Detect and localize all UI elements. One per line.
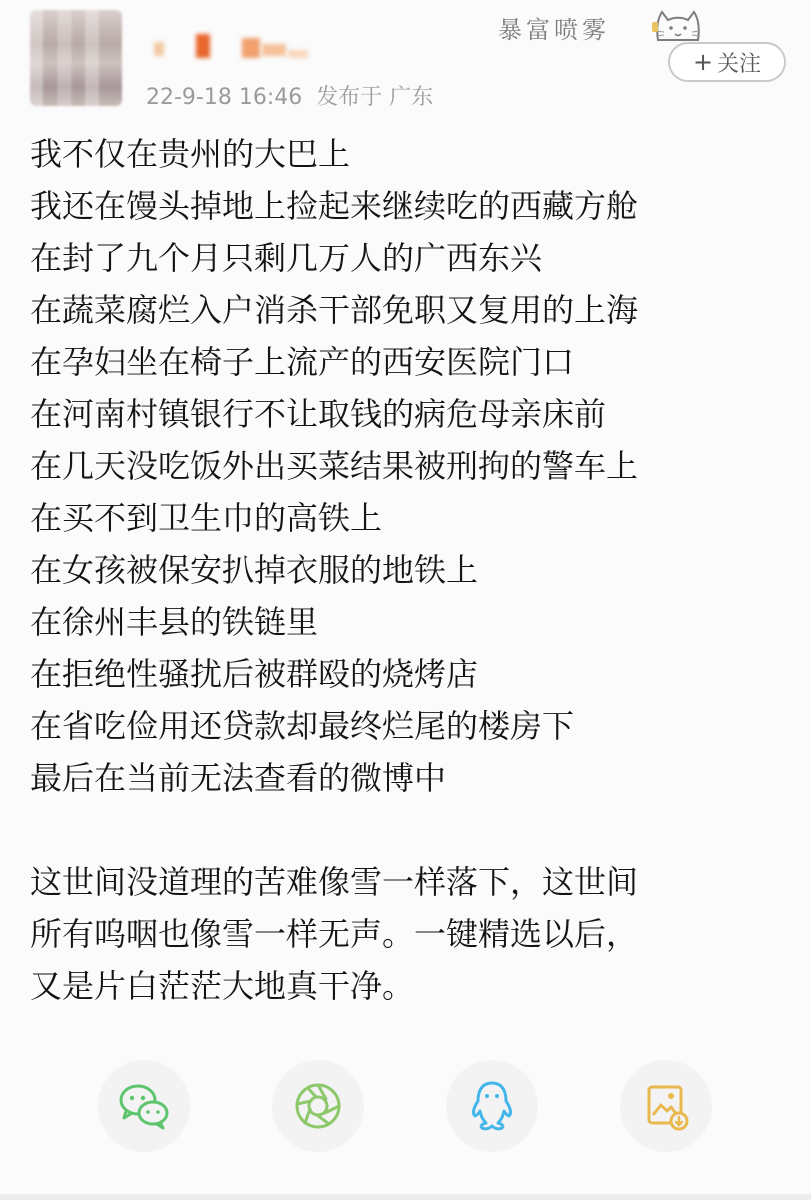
watermark-text: 暴富喷雾 (498, 16, 610, 44)
post-body (30, 128, 800, 1012)
location-prefix: 发布于 (316, 85, 383, 110)
closing-line: 这世间没道理的苦难像雪一样落下，这世间 (30, 863, 639, 901)
closing-line: 所有呜咽也像雪一样无声。一键精选以后， (30, 915, 639, 953)
post-line: 在省吃俭用还贷款却最终烂尾的楼房下 (30, 707, 575, 745)
save-image-icon (641, 1081, 691, 1131)
closing-line: 又是片白茫茫大地真干净。 (30, 967, 415, 1005)
save-image-button[interactable] (620, 1060, 712, 1152)
post-line: 在几天没吃饭外出买菜结果被刑拘的警车上 (30, 447, 639, 485)
share-qq-button[interactable] (446, 1060, 538, 1152)
paragraph-spacer (30, 804, 800, 856)
username-redacted[interactable] (150, 34, 320, 62)
post-line: 在封了九个月只剩几万人的广西东兴 (30, 239, 543, 277)
post-line: 我还在馒头掉地上捡起来继续吃的西藏方舱 (30, 187, 639, 225)
post-header (0, 0, 811, 120)
post-line: 在河南村镇银行不让取钱的病危母亲床前 (30, 395, 607, 433)
post-line: 在蔬菜腐烂入户消杀干部免职又复用的上海 (30, 291, 639, 329)
post-line: 在买不到卫生巾的高铁上 (30, 499, 383, 537)
share-wechat-button[interactable] (98, 1060, 190, 1152)
post-meta (146, 80, 433, 111)
follow-button[interactable] (668, 42, 786, 82)
follow-label: 关注 (717, 51, 762, 77)
plus-icon: + (692, 48, 714, 76)
wechat-icon (116, 1080, 172, 1132)
post-line: 在拒绝性骚扰后被群殴的烧烤店 (30, 655, 479, 693)
moments-icon (292, 1080, 344, 1132)
post-line: 在孕妇坐在椅子上流产的西安医院门口 (30, 343, 575, 381)
share-bar (0, 1060, 811, 1160)
post-line: 在女孩被保安扒掉衣服的地铁上 (30, 551, 479, 589)
bottom-divider (0, 1194, 811, 1200)
post-line: 最后在当前无法查看的微博中 (30, 759, 447, 797)
post-line: 在徐州丰县的铁链里 (30, 603, 319, 641)
qq-icon (468, 1079, 516, 1133)
post-timestamp: 22-9-18 16:46 (146, 85, 303, 110)
cat-sticker-icon (650, 4, 706, 44)
share-moments-button[interactable] (272, 1060, 364, 1152)
post-location: 广东 (389, 85, 434, 110)
avatar[interactable] (30, 10, 122, 106)
post-line: 我不仅在贵州的大巴上 (30, 135, 351, 173)
